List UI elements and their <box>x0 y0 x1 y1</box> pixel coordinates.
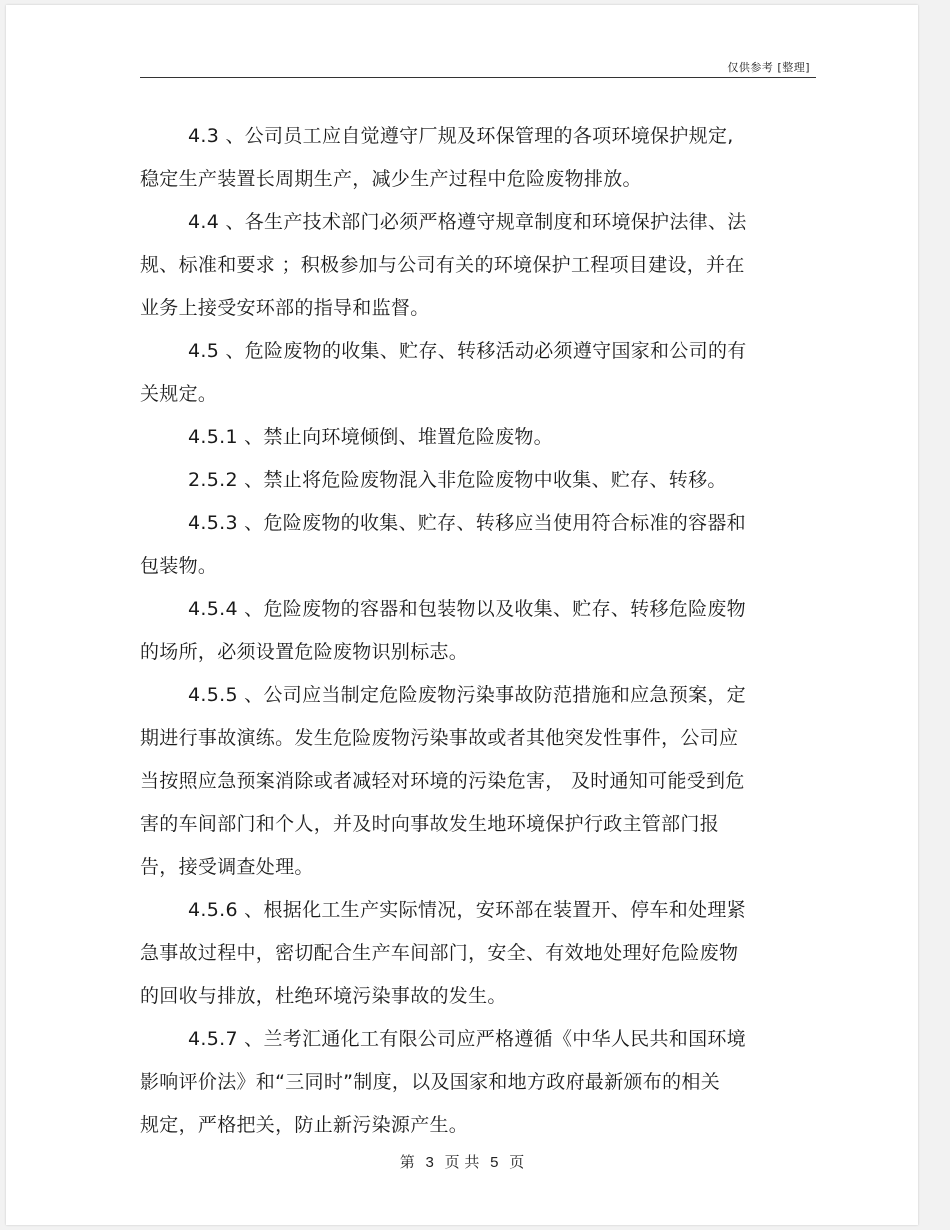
page-footer <box>6 1151 918 1172</box>
text-line: 稳定生产装置长周期生产，减少生产过程中危险废物排放。 <box>140 168 642 190</box>
text-line: 期进行事故演练。发生危险废物污染事故或者其他突发性事件，公司应 <box>140 727 739 749</box>
text-line: 规定，严格把关，防止新污染源产生。 <box>140 1114 469 1136</box>
text-line: 的回收与排放，杜绝环境污染事故的发生。 <box>140 985 507 1007</box>
text-line: 当按照应急预案消除或者减轻对环境的污染危害， 及时通知可能受到危 <box>140 770 745 792</box>
text-line: 关规定。 <box>140 383 218 405</box>
text-line: 影响评价法》和“三同时”制度，以及国家和地方政府最新颁布的相关 <box>140 1071 720 1093</box>
total-pages-number: 5 <box>490 1154 499 1171</box>
footer-prefix: 第 <box>399 1153 415 1171</box>
text-line: 的场所，必须设置危险废物识别标志。 <box>140 641 469 663</box>
text-line: 规、标准和要求 ；积极参加与公司有关的环境保护工程项目建设，并在 <box>140 254 745 276</box>
footer-mid: 页 共 <box>444 1153 480 1171</box>
text-line: 4.4 、各生产技术部门必须严格遵守规章制度和环境保护法律、法 <box>188 211 747 233</box>
text-line: 4.5.1 、禁止向环境倾倒、堆置危险废物。 <box>188 426 553 448</box>
text-line: 4.5.4 、危险废物的容器和包装物以及收集、贮存、转移危险废物 <box>188 598 746 620</box>
document-page <box>6 5 918 1225</box>
text-line: 急事故过程中，密切配合生产车间部门，安全、有效地处理好危险废物 <box>140 942 739 964</box>
text-line: 业务上接受安环部的指导和监督。 <box>140 297 430 319</box>
text-line: 4.5.7 、兰考汇通化工有限公司应严格遵循《中华人民共和国环境 <box>188 1028 746 1050</box>
text-line: 4.5.5 、公司应当制定危险废物污染事故防范措施和应急预案，定 <box>188 684 746 706</box>
text-line: 4.3 、公司员工应自觉遵守厂规及环保管理的各项环境保护规定, <box>188 125 734 147</box>
text-line: 包装物。 <box>140 555 218 577</box>
current-page-number: 3 <box>425 1154 434 1171</box>
body-text <box>140 115 816 1147</box>
header-divider <box>140 77 816 78</box>
text-line: 告，接受调查处理。 <box>140 856 314 878</box>
text-line: 害的车间部门和个人，并及时向事故发生地环境保护行政主管部门报 <box>140 813 720 835</box>
text-line: 2.5.2 、禁止将危险废物混入非危险废物中收集、贮存、转移。 <box>188 469 727 491</box>
footer-suffix: 页 <box>509 1153 525 1171</box>
header-label: 仅供参考 [整理] <box>727 61 810 74</box>
text-line: 4.5.6 、根据化工生产实际情况，安环部在装置开、停车和处理紧 <box>188 899 746 921</box>
text-line: 4.5.3 、危险废物的收集、贮存、转移应当使用符合标准的容器和 <box>188 512 746 534</box>
text-line: 4.5 、危险废物的收集、贮存、转移活动必须遵守国家和公司的有 <box>188 340 747 362</box>
